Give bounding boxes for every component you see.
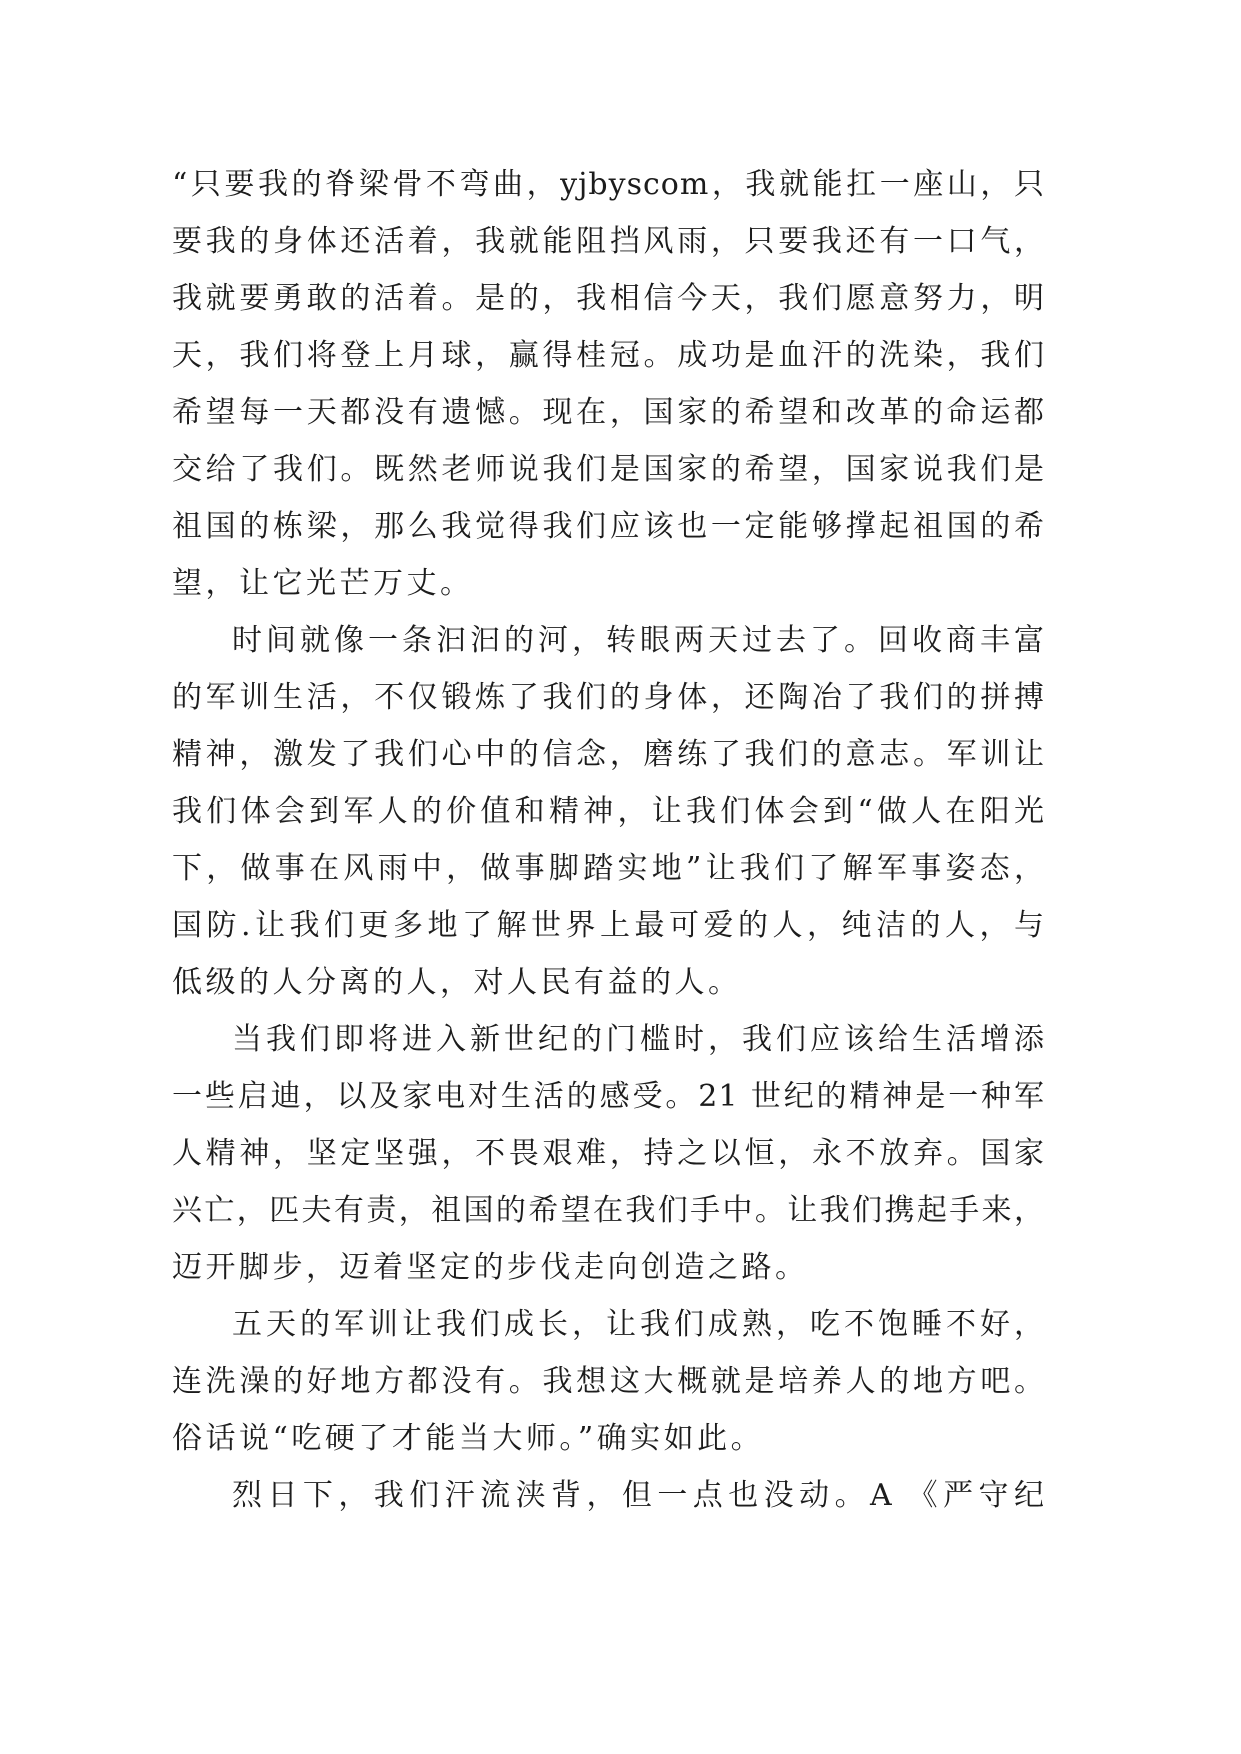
text-line: “只要我的脊梁骨不弯曲，yjbyscom，我就能扛一座山，只 [172, 167, 1045, 202]
text-line: 我就要勇敢的活着。是的，我相信今天，我们愿意努力，明 [172, 281, 1045, 316]
text-line: 五天的军训让我们成长，让我们成熟，吃不饱睡不好， [232, 1307, 1045, 1342]
text-line: 精神，激发了我们心中的信念，磨练了我们的意志。军训让 [172, 737, 1045, 772]
text-line: 国防.让我们更多地了解世界上最可爱的人，纯洁的人，与 [172, 908, 1045, 943]
text-line: 兴亡，匹夫有责，祖国的希望在我们手中。让我们携起手来， [172, 1193, 1045, 1228]
text-line: 希望每一天都没有遗憾。现在，国家的希望和改革的命运都 [172, 395, 1045, 430]
text-line: 的军训生活，不仅锻炼了我们的身体，还陶冶了我们的拼搏 [172, 680, 1045, 715]
text-line: 连洗澡的好地方都没有。我想这大概就是培养人的地方吧。 [172, 1364, 1045, 1399]
text-line: 俗话说“吃硬了才能当大师。”确实如此。 [172, 1421, 765, 1456]
text-line: 迈开脚步，迈着坚定的步伐走向创造之路。 [172, 1250, 809, 1285]
text-line: 下，做事在风雨中，做事脚踏实地”让我们了解军事姿态， [172, 851, 1045, 886]
text-line: 当我们即将进入新世纪的门槛时，我们应该给生活增添 [232, 1022, 1045, 1057]
text-line: 烈日下，我们汗流浃背，但一点也没动。A 《严守纪 [232, 1478, 1045, 1513]
text-line: 要我的身体还活着，我就能阻挡风雨，只要我还有一口气， [172, 224, 1045, 259]
text-line: 望，让它光芒万丈。 [172, 566, 474, 601]
text-line: 天，我们将登上月球，赢得桂冠。成功是血汗的洗染，我们 [172, 338, 1045, 373]
text-line: 低级的人分离的人，对人民有益的人。 [172, 965, 742, 1000]
text-line: 一些启迪，以及家电对生活的感受。21 世纪的精神是一种军 [172, 1079, 1045, 1114]
text-line: 我们体会到军人的价值和精神，让我们体会到“做人在阳光 [172, 794, 1045, 829]
text-line: 时间就像一条汩汩的河，转眼两天过去了。回收商丰富 [232, 623, 1045, 658]
text-line: 人精神，坚定坚强，不畏艰难，持之以恒，永不放弃。国家 [172, 1136, 1045, 1171]
text-line: 交给了我们。既然老师说我们是国家的希望，国家说我们是 [172, 452, 1045, 487]
text-line: 祖国的栋梁，那么我觉得我们应该也一定能够撑起祖国的希 [172, 509, 1045, 544]
